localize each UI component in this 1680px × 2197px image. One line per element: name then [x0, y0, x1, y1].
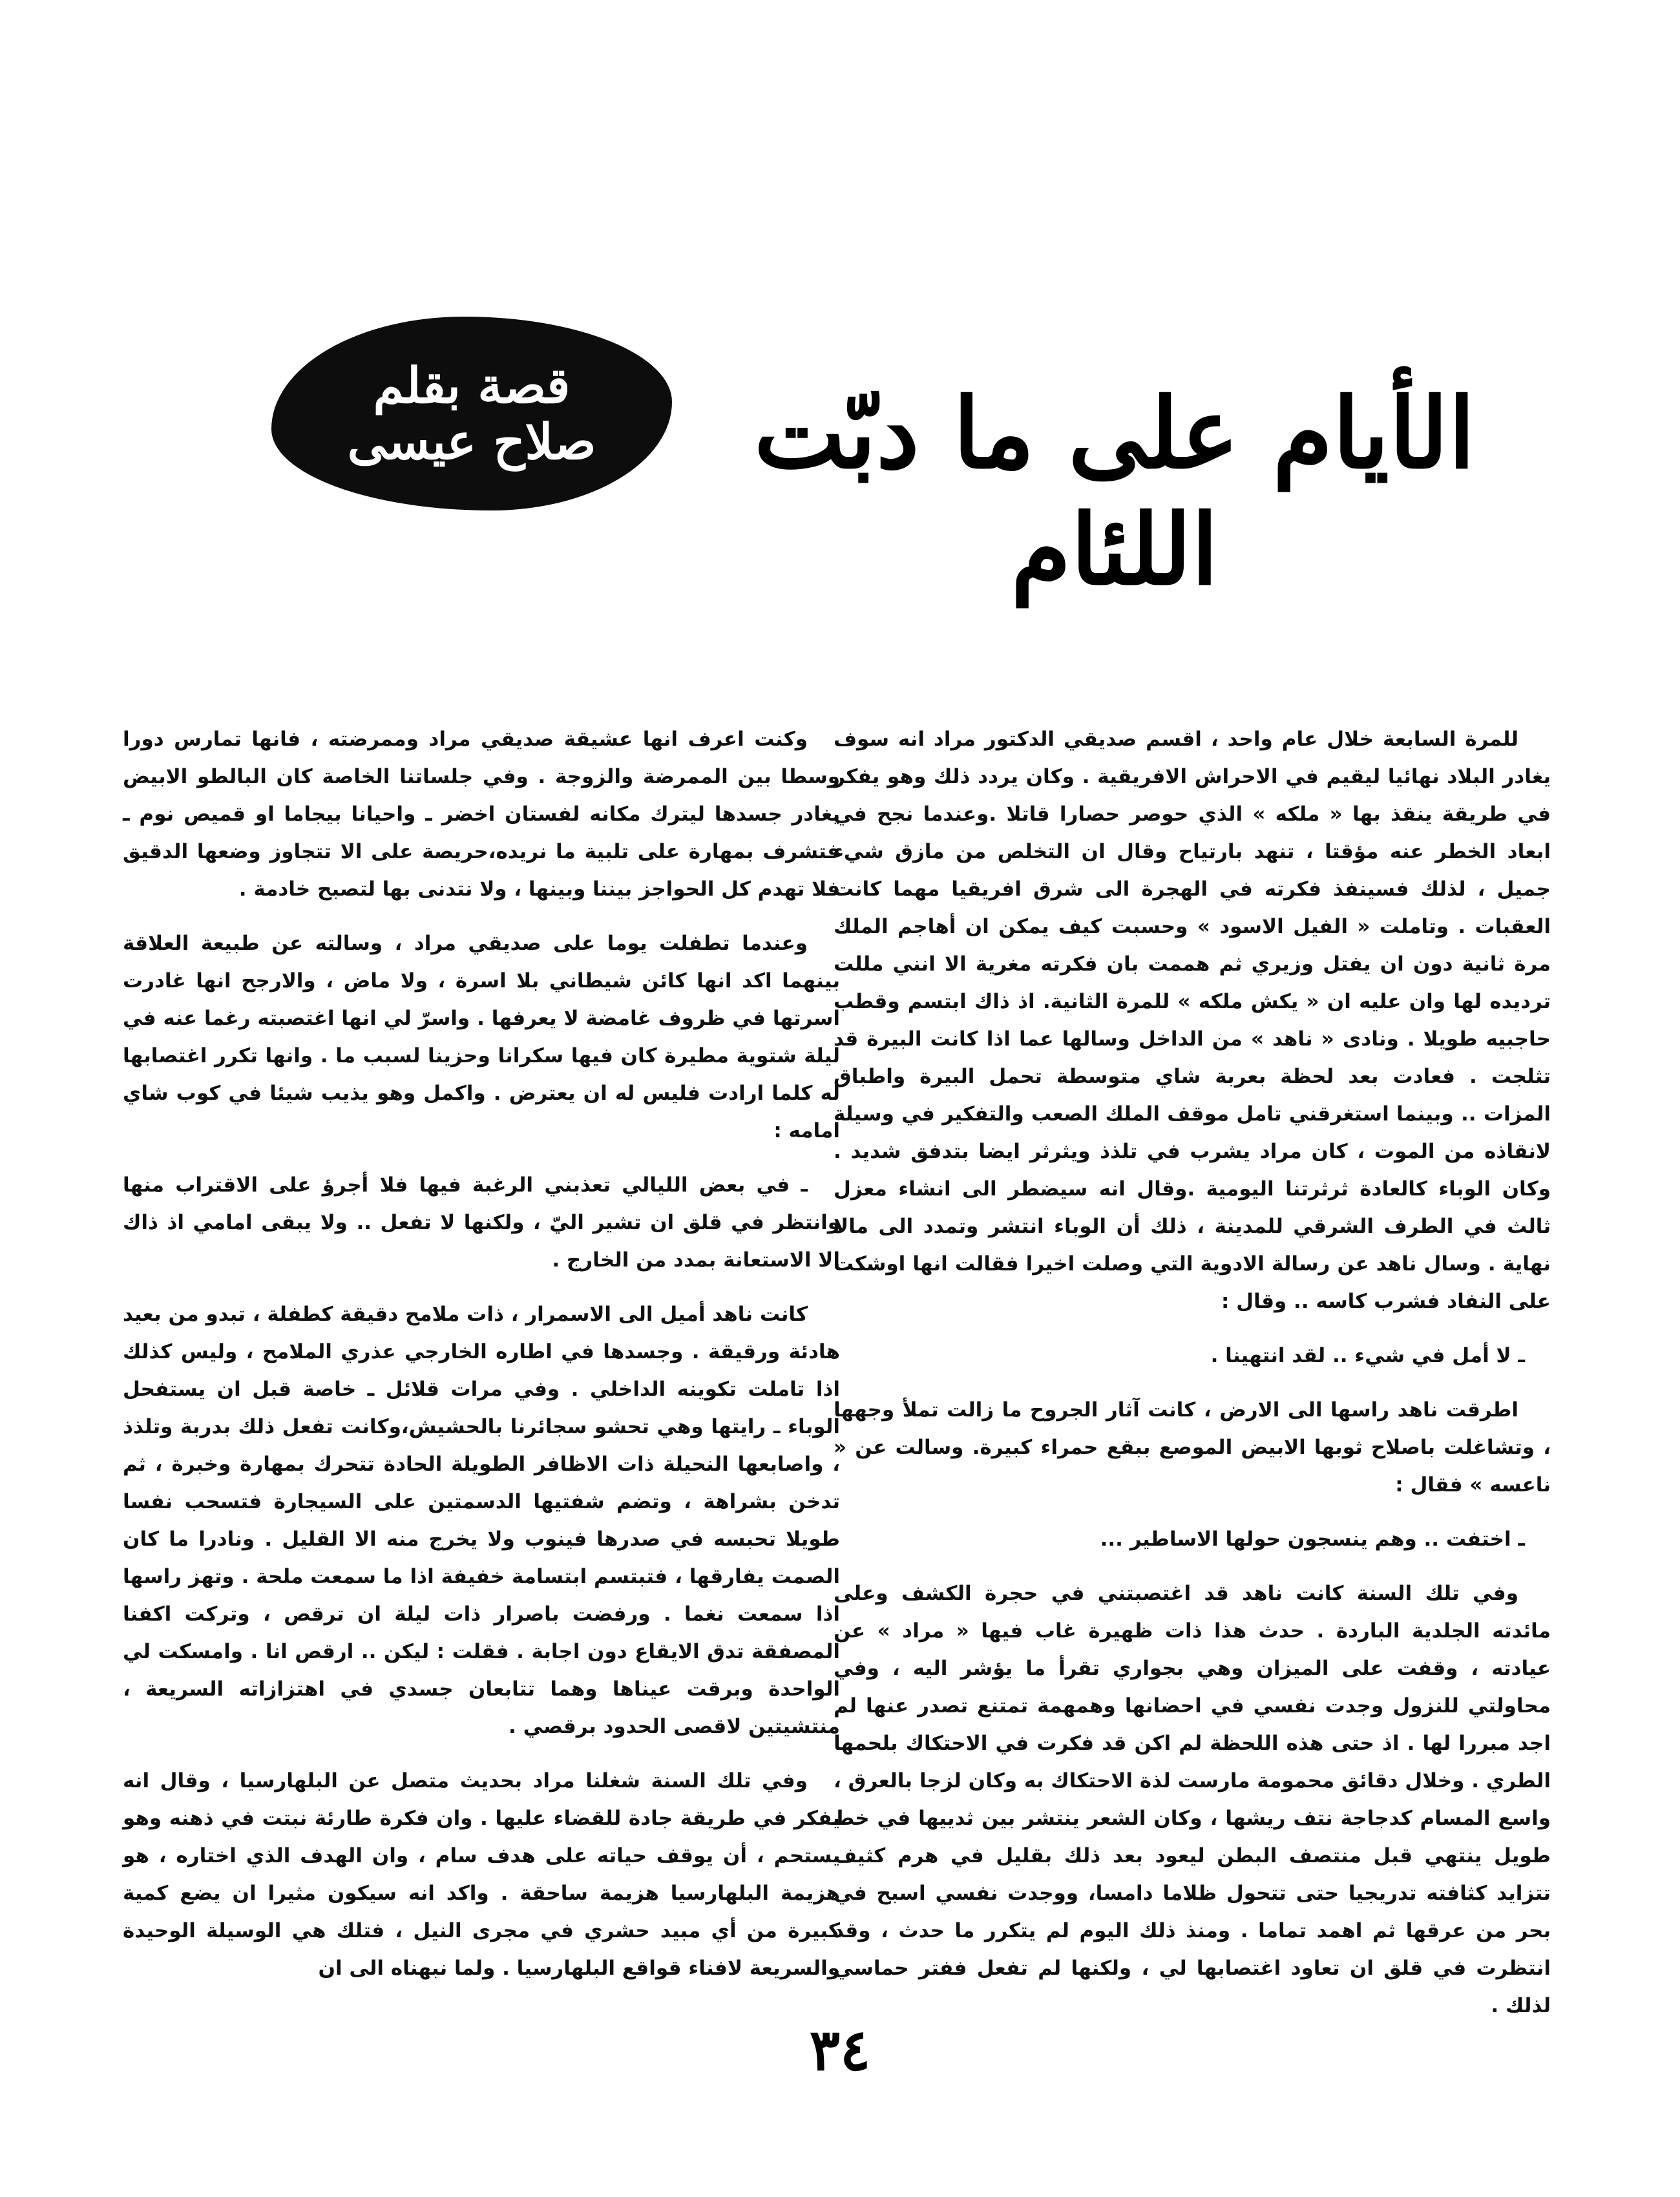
- paragraph: وكنت اعرف انها عشيقة صديقي مراد وممرضته ، فانها تمارس دورا وسطا بين الممرضة والزوجة . وفي جلساتنا الخاصة كان البالطو الابيض يغادر جسدها ليترك مكانه لفستان اخضر ـ واحيانا بيجاما او قميص نوم ـ فتشرف بمهارة على تلبية ما نريده،حريصة على الا تتجاوز وضعها الدقيق فلا تهدم كل الحواجز بيننا وبينها ، ولا نتدنى بها لتصبح خادمة .: [123, 728, 840, 901]
- paragraph: ـ في بعض الليالي تعذبني الرغبة فيها فلا أجرؤ على الاقتراب منها وانتظر في قلق ان تشير اليّ ، ولكنها لا تفعل .. ولا يبقى امامي اذ ذاك الا الاستعانة بمدد من الخارج .: [123, 1173, 840, 1272]
- byline-story-by: قصة بقلم: [373, 356, 571, 414]
- dialogue-line: ـ لا أمل في شيء .. لقد انتهينا .: [1210, 1344, 1525, 1367]
- paragraph: وفي تلك السنة كانت ناهد قد اغتصبتني في حجرة الكشف وعلى مائدته الجلدية الباردة . حدث هذا ذات ظهيرة غاب فيها « مراد » عن عيادته ، وقفت على الميزان وهي بجواري تقرأ ما يؤشر اليه ، وفي محاولتي للنزول وجدت نفسي في احضانها وهمهمة تمتنع تصدر عنها لم اجد مبررا لها . اذ حتى هذه اللحظة لم اكن قد فكرت في الاحتكاك بلحمها الطري . وخلال دقائق محمومة مارست لذة الاحتكاك به وكان لزجا بالعرق ، واسع المسام كدجاجة نتف ريشها ، وكان الشعر ينتشر بين ثدييها في خط طويل ينتهي قبل منتصف البطن ليعود بعد ذلك بقليل في هرم كثيف تتزايد كثافته تدريجيا حتى تتحول ظلاما دامسا، ووجدت نفسي اسبح في بحر من عرقها ثم اهمد تماما . ومنذ ذلك اليوم لم يتكرر ما حدث ، وقد انتظرت في قلق ان تعاود اغتصابها لي ، ولكنها لم تفعل ففتر حماسي لذلك .: [834, 1582, 1551, 2017]
- story-title: الأيام على ما دبّت اللئام: [753, 376, 1476, 607]
- byline-author: صلاح عيسى: [347, 413, 596, 470]
- paragraph: وعندما تطفلت يوما على صديقي مراد ، وسالته عن طبيعة العلاقة بينهما اكد انها كائن شيطاني بلا اسرة ، ولا ماض ، والارجح انها غادرت اسرتها في ظروف غامضة لا يعرفها . واسرّ لي انها اغتصبته رغما عنه في ليلة شتوية مطيرة كان فيها سكرانا وحزينا لسبب ما . وانها تكرر اغتصابها له كلما ارادت فليس له ان يعترض . واكمل وهو يذيب شيئا في كوب شاي امامه :: [123, 932, 840, 1142]
- text-column-left: [123, 720, 840, 2013]
- paragraph: وفي تلك السنة شغلنا مراد بحديث متصل عن البلهارسيا ، وقال انه يفكر في طريقة جادة للقضاء عليها . وان فكرة طارئة نبتت في ذهنه وهو يستحم ، أن يوقف حياته على هدف سام ، وان الهدف الذي اختاره ، هو هزيمة البلهارسيا هزيمة ساحقة . واكد انه سيكون مثيرا ان يضع كمية كبيرة من أي مبيد حشري في مجرى النيل ، فتلك هي الوسيلة الوحيدة والسريعة لافناء قواقع البلهارسيا . ولما نبهناه الى ان: [123, 1769, 840, 1980]
- page-number: ٣٤: [809, 2016, 871, 2083]
- byline-badge: [271, 317, 672, 510]
- paragraph: للمرة السابعة خلال عام واحد ، اقسم صديقي الدكتور مراد انه سوف يغادر البلاد نهائيا ليقيم في الاحراش الافريقية . وكان يردد ذلك وهو يفكر في طريقة ينقذ بها « ملكه » الذي حوصر حصارا قاتلا .وعندما نجح في ابعاد الخطر عنه مؤقتا ، تنهد بارتياح وقال ان التخلص من مازق شيء جميل ، لذلك فسينفذ فكرته في الهجرة الى شرق افريقيا مهما كانت العقبات . وتاملت « الفيل الاسود » وحسبت كيف يمكن ان أهاجم الملك مرة ثانية دون ان يفتل وزيري ثم هممت بان فكرته مغرية الا انني مللت ترديده لها وان عليه ان « يكش ملكه » للمرة الثانية. اذ ذاك ابتسم وقطب حاجبيه طويلا . ونادى « ناهد » من الداخل وسالها عما اذا كانت البيرة قد تثلجت . فعادت بعد لحظة بعربة شاي متوسطة تحمل البيرة واطباق المزات .. وبينما استغرقني تامل موقف الملك الصعب والتفكير في وسيلة لانقاذه من الموت ، كان مراد يشرب في تلذذ ويثرثر ايضا بتدفق شديد . وكان الوباء كالعادة ثرثرتنا اليومية .وقال انه سيضطر الى انشاء معزل ثالث في الطرف الشرقي للمدينة ، ذلك أن الوباء انتشر وتمدد الى مالا نهاية . وسال ناهد عن رسالة الادوية التي وصلت اخيرا فقالت انها اوشكت على النفاد فشرب كاسه .. وقال :: [834, 728, 1551, 1313]
- paragraph: اطرقت ناهد راسها الى الارض ، كانت آثار الجروح ما زالت تملأ وجهها ، وتشاغلت باصلاح ثوبها الابيض الموصع ببقع حمراء كبيرة. وسالت عن « ناعسه » فقال :: [834, 1398, 1551, 1497]
- paragraph: كانت ناهد أميل الى الاسمرار ، ذات ملامح دقيقة كطفلة ، تبدو من بعيد هادئة ورقيقة . وجسدها في اطاره الخارجي عذري الملامح ، وليس كذلك اذا تاملت تكوينه الداخلي . وفي مرات قلائل ـ خاصة قبل ان يستفحل الوباء ـ رايتها وهي تحشو سجائرنا بالحشيش،وكانت تفعل ذلك بدربة وتلذذ ، واصابعها النحيلة ذات الاظافر الطويلة الحادة تتحرك بمهارة وخبرة ، ثم تدخن بشراهة ، وتضم شفتيها الدسمتين على السيجارة فتسحب نفسا طويلا تحبسه في صدرها فينوب ولا يخرج منه الا القليل . ونادرا ما كان الصمت يفارقها ، فتبتسم ابتسامة خفيفة اذا ما سمعت ملحة . وتهز راسها اذا سمعت نغما . ورفضت باصرار ذات ليلة ان ترقص ، وتركت اكفنا المصفقة تدق الايقاع دون اجابة . فقلت : ليكن .. ارقص انا . وامسكت لي الواحدة وبرقت عيناها وهما تتابعان جسدي في اهتزازاته السريعة ، منتشيتين لاقصى الحدود برقصي .: [123, 1303, 840, 1738]
- text-column-right: [834, 720, 1551, 2017]
- dialogue-line: ـ اختفت .. وهم ينسجون حولها الاساطير ...: [1100, 1528, 1525, 1551]
